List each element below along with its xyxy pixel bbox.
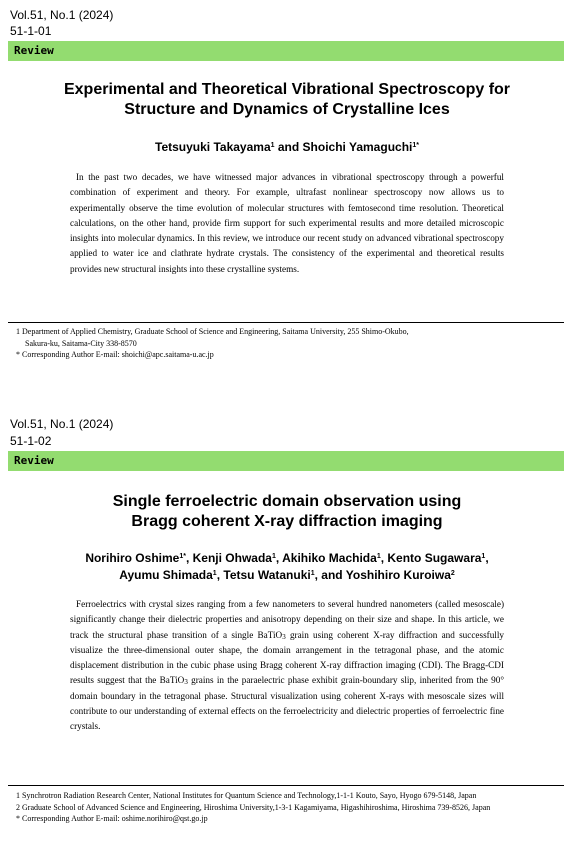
- volume-label: Vol.51, No.1 (2024): [10, 8, 114, 22]
- author-name: Kenji Ohwada: [192, 551, 272, 565]
- author-list: [10, 139, 564, 156]
- abstract-text: grain using coherent X-ray diffraction and successfully visualize the three-dimensional outer shape, the domain arrangement in the tetragonal phase, and the atomic displacement distribution in the cubic phase using Bragg coherent X-ray diffraction imaging (CDI). The Bragg-CDI results suggest that the BaTiO: [70, 629, 505, 686]
- author-affiliation-mark: 1: [271, 553, 276, 560]
- affiliation-1: 1 Department of Applied Chemistry, Graduate School of Science and Engineering, Saitama University, 255 Shimo-Okubo,: [16, 327, 409, 336]
- author-line-1: Norihiro Oshime$^{1*}$, Kenji Ohwada$^1$, Akihiko Machida$^1$, Kento Sugawara$^1$,: [85, 551, 489, 565]
- title-line-2: Structure and Dynamics of Crystalline Ices: [124, 101, 450, 118]
- author-affiliation-mark: 2: [450, 570, 455, 577]
- title-line-1: Single ferroelectric domain observation using: [112, 493, 462, 510]
- affiliations: [16, 790, 556, 825]
- affiliation-divider: [8, 322, 564, 323]
- section-bar: Review: [8, 451, 564, 471]
- subscript: 3: [282, 632, 286, 641]
- author-affiliation-mark: 1*: [412, 142, 419, 149]
- author-name: Kento Sugawara: [387, 551, 482, 565]
- affiliation-1: 1 Synchrotron Radiation Research Center, National Institutes for Quantum Science and Technology,1-1-1 Kouto, Sayo, Hyogo 679-5148, Japan: [16, 791, 477, 800]
- author-name: Tetsuyuki Takayama: [155, 140, 271, 154]
- abstract-text: grains in the paraelectric phase exhibit grain-boundary slip, inherited from the 90° domain boundary in the tetragonal phase. Structural visualization using coherent X-rays with mesoscale sizes will contribute to our understanding of external effects on the ferroelectricity and dielectric properties of ferroelectric fine crystals.: [70, 675, 505, 732]
- title-line-1: Experimental and Theoretical Vibrational Spectroscopy for: [63, 81, 511, 98]
- author-name: Ayumu Shimada: [119, 568, 213, 582]
- author-name: Tetsu Watanuki: [223, 568, 311, 582]
- section-bar: Review: [8, 41, 564, 61]
- abstract: [70, 597, 504, 735]
- author-name: Yoshihiro Kuroiwa: [345, 568, 451, 582]
- article-title: [10, 80, 564, 120]
- author-affiliation-mark: 1: [310, 570, 315, 577]
- corresponding-author: * Corresponding Author E-mail: oshime.norihiro@qst.go.jp: [16, 814, 208, 823]
- affiliation-divider: [8, 785, 564, 786]
- subscript: 3: [184, 678, 188, 687]
- author-name: Norihiro Oshime: [85, 551, 180, 565]
- article-title: [10, 492, 564, 532]
- author-affiliation-mark: 1*: [179, 553, 186, 560]
- abstract-text: Ferroelectrics with crystal sizes ranging from a few nanometers to several hundred nanometers (called mesoscale) significantly change their dielectric properties and anisotropy depending on their size and shape. In this article, we track the structural phase transition of a single BaTiO: [70, 599, 504, 640]
- article-code: 51-1-01: [10, 24, 52, 38]
- affiliation-1-continued: Sakura-ku, Saitama-City 338-8570: [25, 338, 137, 348]
- author-separator: and: [274, 140, 303, 154]
- title-line-2: Bragg coherent X-ray diffraction imaging: [131, 513, 443, 530]
- author-name: Akihiko Machida: [282, 551, 377, 565]
- author-affiliation-mark: 1: [270, 142, 275, 149]
- affiliations: [16, 326, 556, 361]
- article-code: 51-1-02: [10, 434, 52, 448]
- volume-label: Vol.51, No.1 (2024): [10, 417, 114, 431]
- author-name: Shoichi Yamaguchi: [302, 140, 413, 154]
- abstract: In the past two decades, we have witnessed major advances in vibrational spectroscopy through a powerful combination of experiment and theory. For example, ultrafast nonlinear spectroscopy now allows us to experimentally observe the time evolution of molecular structures with femtosecond time resolution. Theoretical calculations, on the other hand, provide firm support for such experimental results and more detailed microscopic insights into molecular dynamics. In this review, we introduce our recent study on advanced vibrational spectroscopy applied to water ice and clathrate hydrate crystals. The consistency of the experimental and theoretical results provides new structural insights into these crystalline systems.: [70, 172, 504, 274]
- corresponding-author: * Corresponding Author E-mail: shoichi@apc.saitama-u.ac.jp: [16, 350, 214, 359]
- author-affiliation-mark: 1: [481, 553, 486, 560]
- author-list: [10, 550, 564, 584]
- author-line-2: Ayumu Shimada$^1$, Tetsu Watanuki$^1$, and Yoshihiro Kuroiwa$^2$: [119, 568, 455, 582]
- author-affiliation-mark: 1: [212, 570, 217, 577]
- author-affiliation-mark: 1: [376, 553, 381, 560]
- affiliation-2: 2 Graduate School of Advanced Science and Engineering, Hiroshima University,1-3-1 Kagamiyama, Higashihiroshima, Hiroshima 739-8526, Japan: [16, 802, 491, 812]
